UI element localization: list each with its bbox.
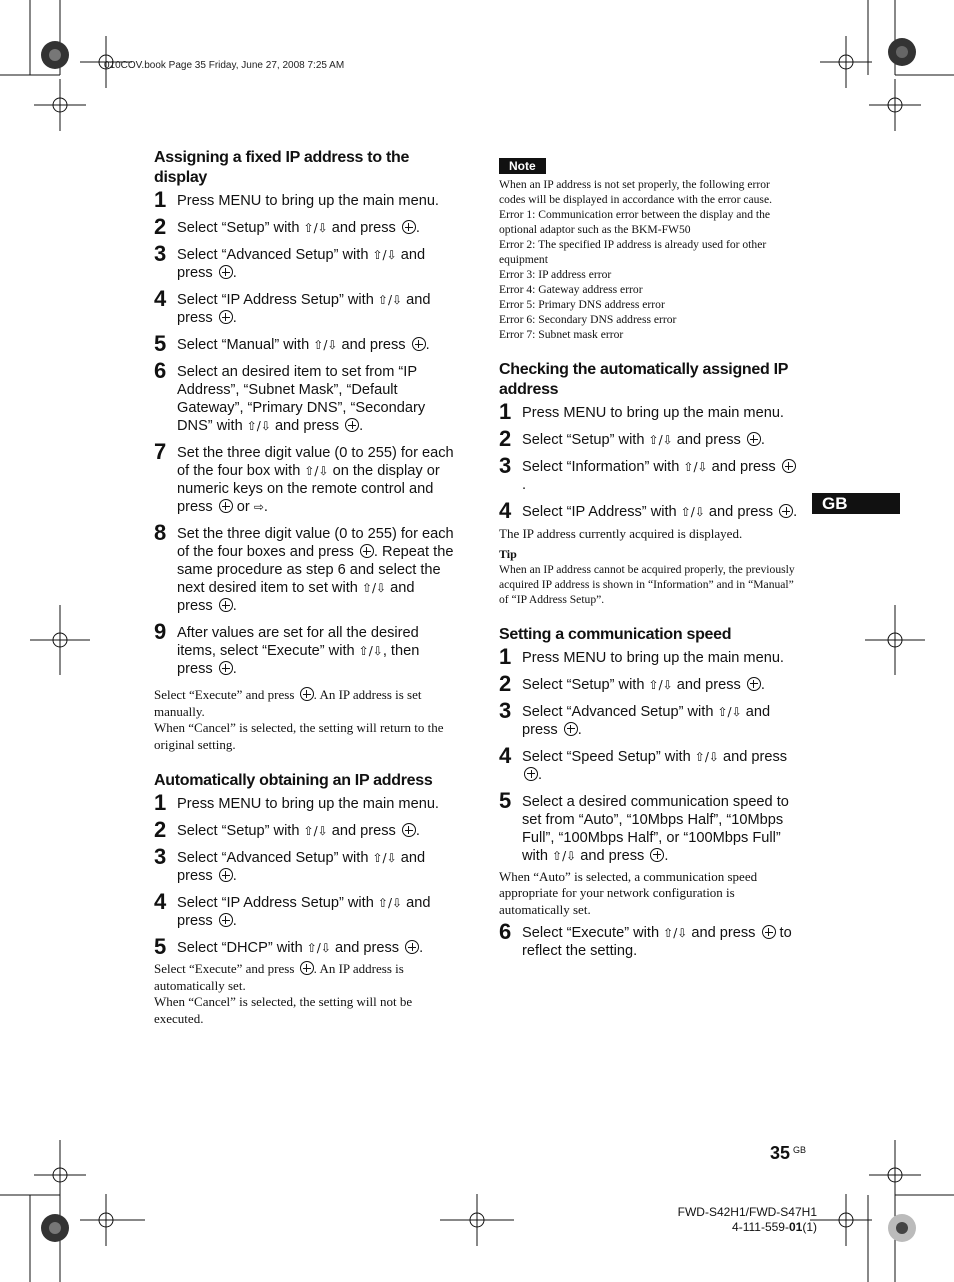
after-text: The IP address currently acquired is displayed. <box>499 526 743 541</box>
enter-icon <box>650 848 664 862</box>
crosshair-left-upper <box>34 79 86 131</box>
up-down-arrows-icon: ⇧/⇩ <box>377 293 403 307</box>
step-item: 3 Select “Advanced Setup” with ⇧/⇩ and press . <box>154 241 426 281</box>
step-number: 6 <box>499 919 512 944</box>
step-item: 4 Select “IP Address” with ⇧/⇩ and press . <box>499 498 798 523</box>
up-down-arrows-icon: ⇧/⇩ <box>663 926 688 940</box>
enter-icon <box>219 310 233 324</box>
step-item: 4 Select “IP Address Setup” with ⇧/⇩ and press . <box>154 889 431 929</box>
left-column <box>154 148 454 1041</box>
section-check-ip <box>499 360 799 607</box>
step-number: 1 <box>499 399 512 424</box>
step-item: 9 After values are set for all the desired items, select “Execute” with ⇧/⇩, then press . <box>154 619 420 677</box>
step-item: 7 Set the three digit value (0 to 255) for each of the four box with ⇧/⇩ on the display or numeric keys on the remote control and press or ⇨. <box>154 439 454 515</box>
up-down-arrows-icon: ⇧/⇩ <box>306 941 331 955</box>
enter-icon <box>300 687 314 701</box>
step-item: 2 Select “Setup” with ⇧/⇩ and press . <box>499 426 765 451</box>
enter-icon <box>219 913 233 927</box>
step-item: 1 Press MENU to bring up the main menu. <box>499 643 784 669</box>
note-line: Error 3: IP address error <box>499 268 612 281</box>
up-down-arrows-icon: ⇧/⇩ <box>694 749 719 764</box>
section-title: Checking the automatically assigned IP address <box>499 361 788 398</box>
step-item: 3 Select “Advanced Setup” with ⇧/⇩ and press . <box>499 697 771 738</box>
crosshair-right-lower <box>869 1140 921 1201</box>
steps-check-ip <box>499 399 799 523</box>
up-down-arrows-icon: ⇧/⇩ <box>377 896 403 910</box>
enter-icon <box>762 925 776 939</box>
language-tab: GB <box>812 493 900 514</box>
after-text: When “Auto” is selected, a communication speed appropriate for your network configuration is automatically set. <box>499 868 758 917</box>
step-item: 5 Select a desired communication speed to set from “Auto”, “10Mbps Half”, “10Mbps Full”, “100Mbps Half”, or “100Mbps Full” with ⇧/⇩ and press . <box>499 787 789 864</box>
section-comm-speed <box>499 625 799 961</box>
steps-auto-ip <box>154 790 454 959</box>
enter-icon <box>564 722 578 736</box>
up-down-arrows-icon: ⇧/⇩ <box>372 851 397 865</box>
enter-icon <box>782 459 796 473</box>
tip-label: Tip <box>499 546 517 561</box>
step-item: 4 Select “IP Address Setup” with ⇧/⇩ and press . <box>154 286 431 326</box>
crosshair-bottom-left <box>80 1194 145 1246</box>
up-down-arrows-icon: ⇧/⇩ <box>303 221 328 235</box>
crosshair-left-lower <box>34 1140 86 1201</box>
tip-text: When an IP address cannot be acquired properly, the previously acquired IP address is shown in “Information” and in “Manual” of “IP Address Setup”. <box>499 562 795 606</box>
step-number: 4 <box>499 742 512 768</box>
step-number: 3 <box>499 453 512 478</box>
up-down-arrows-icon: ⇧/⇩ <box>683 460 708 474</box>
step-item: 1 Press MENU to bring up the main menu. <box>154 790 439 815</box>
step-number: 6 <box>154 358 167 383</box>
enter-icon <box>219 661 233 675</box>
enter-icon <box>219 265 233 279</box>
steps-comm-speed-6 <box>499 919 799 960</box>
note-line: Error 4: Gateway address error <box>499 283 643 296</box>
enter-icon <box>360 544 374 558</box>
note-line: When an IP address is not set properly, the following error codes will be displayed in accordance with the error cause. <box>499 178 772 206</box>
up-down-arrows-icon: ⇧/⇩ <box>313 338 338 352</box>
enter-icon <box>747 677 761 691</box>
up-down-arrows-icon: ⇧/⇩ <box>648 433 673 447</box>
step-item: 5 Select “Manual” with ⇧/⇩ and press . <box>154 331 430 356</box>
up-down-arrows-icon: ⇧/⇩ <box>304 464 329 478</box>
step-number: 2 <box>499 670 512 696</box>
note-label: Note <box>499 158 546 174</box>
part-number: 4-111-559-01(1) <box>732 1220 817 1234</box>
up-down-arrows-icon: ⇧/⇩ <box>361 581 387 595</box>
step-number: 1 <box>154 790 167 815</box>
book-header: 010COV.book Page 35 Friday, June 27, 2008 7:25 AM <box>104 60 345 71</box>
up-down-arrows-icon: ⇧/⇩ <box>246 419 271 433</box>
enter-icon <box>219 598 233 612</box>
note-line: Error 6: Secondary DNS address error <box>499 313 677 326</box>
after-text: Select “Execute” and press . An IP address is set manually. <box>154 687 422 719</box>
section-fixed-ip <box>154 148 454 753</box>
crosshair-top-right <box>820 36 872 88</box>
step-number: 9 <box>154 619 167 644</box>
up-down-arrows-icon: ⇧/⇩ <box>680 505 705 519</box>
step-item: 8 Set the three digit value (0 to 255) for each of the four boxes and press . Repeat the same procedure as step 6 and select the next desired item to set with ⇧/⇩ and press . <box>154 520 454 614</box>
page-number: 35 $^{GB}$ <box>770 1143 807 1163</box>
step-number: 2 <box>154 817 167 842</box>
step-item: 2 Select “Setup” with ⇧/⇩ and press . <box>154 214 420 239</box>
enter-icon <box>219 868 233 882</box>
steps-comm-speed <box>499 643 799 865</box>
step-number: 5 <box>154 331 167 356</box>
crosshair-left-middle <box>30 605 90 675</box>
up-down-arrows-icon: ⇧/⇩ <box>303 824 328 838</box>
note-line: Error 5: Primary DNS address error <box>499 298 665 311</box>
enter-icon <box>219 499 233 513</box>
section-title: Setting a communication speed <box>499 625 732 643</box>
step-item: 3 Select “Advanced Setup” with ⇧/⇩ and press . <box>154 844 426 884</box>
step-number: 1 <box>154 187 167 212</box>
crosshair-right-middle <box>865 605 925 675</box>
registration-disc-top-right <box>888 38 916 66</box>
step-number: 3 <box>154 844 167 869</box>
step-item: 3 Select “Information” with ⇧/⇩ and press . <box>499 458 799 494</box>
after-text-2: When “Cancel” is selected, the setting will not be executed. <box>154 994 413 1026</box>
up-down-arrows-icon: ⇧/⇩ <box>358 644 383 658</box>
section-auto-ip <box>154 771 454 1027</box>
step-number: 4 <box>154 889 167 914</box>
step-item: 1 Press MENU to bring up the main menu. <box>499 399 784 424</box>
up-down-arrows-icon: ⇧/⇩ <box>552 848 577 863</box>
after-text-2: When “Cancel” is selected, the setting will return to the original setting. <box>154 720 444 752</box>
up-down-arrows-icon: ⇧/⇩ <box>717 704 742 719</box>
step-number: 3 <box>499 697 512 723</box>
note-lines <box>499 177 799 342</box>
crosshair-right-upper <box>869 79 921 131</box>
step-item: 1 Press MENU to bring up the main menu. <box>154 187 439 212</box>
steps-fixed-ip <box>154 187 454 678</box>
step-number: 2 <box>154 214 167 239</box>
step-item: 4 Select “Speed Setup” with ⇧/⇩ and press . <box>499 742 788 783</box>
step-number: 5 <box>499 787 512 813</box>
model-line: FWD-S42H1/FWD-S47H1 <box>677 1205 817 1219</box>
step-number: 4 <box>154 286 167 311</box>
section-title: Assigning a fixed IP address to the display <box>154 149 410 186</box>
enter-icon <box>405 940 419 954</box>
step-item: 6 Select “Execute” with ⇧/⇩ and press to reflect the setting. <box>499 919 792 959</box>
enter-icon <box>524 767 538 781</box>
up-down-arrows-icon: ⇧/⇩ <box>648 677 673 692</box>
step-number: 7 <box>154 439 167 464</box>
enter-icon <box>345 418 359 432</box>
step-number: 2 <box>499 426 512 451</box>
step-item: 6 Select an desired item to set from “IP Address”, “Subnet Mask”, “Default Gateway”, “Primary DNS”, “Secondary DNS” with ⇧/⇩ and press . <box>154 358 426 434</box>
note-box <box>499 157 799 342</box>
step-number: 5 <box>154 934 167 959</box>
step-item: 2 Select “Setup” with ⇧/⇩ and press . <box>499 670 765 696</box>
step-item: 2 Select “Setup” with ⇧/⇩ and press . <box>154 817 420 842</box>
model-info <box>600 1205 817 1235</box>
step-item: 5 Select “DHCP” with ⇧/⇩ and press . <box>154 934 424 959</box>
enter-icon <box>747 432 761 446</box>
crosshair-bottom-right <box>810 1194 872 1246</box>
registration-disc-top-left <box>41 41 69 69</box>
note-line: Error 7: Subnet mask error <box>499 328 624 341</box>
step-number: 8 <box>154 520 167 545</box>
up-down-arrows-icon: ⇧/⇩ <box>372 248 397 262</box>
step-number: 3 <box>154 241 167 266</box>
section-title: Automatically obtaining an IP address <box>154 772 433 789</box>
enter-icon <box>300 961 314 975</box>
note-line: Error 1: Communication error between the display and the optional adaptor such as the BKM-FW50 <box>499 208 771 236</box>
enter-icon <box>412 337 426 351</box>
enter-icon <box>779 504 793 518</box>
step-number: 4 <box>499 498 512 523</box>
crosshair-bottom-center <box>440 1194 514 1246</box>
right-arrow-icon: ⇨ <box>253 500 264 514</box>
registration-disc-bottom-right <box>888 1214 916 1242</box>
enter-icon <box>402 220 416 234</box>
step-number: 1 <box>499 643 512 669</box>
enter-icon <box>402 823 416 837</box>
after-text: Select “Execute” and press . An IP address is automatically set. <box>154 961 404 993</box>
note-line: Error 2: The specified IP address is already used for other equipment <box>499 238 767 266</box>
registration-disc-bottom-left <box>41 1214 69 1242</box>
right-column <box>499 157 799 974</box>
